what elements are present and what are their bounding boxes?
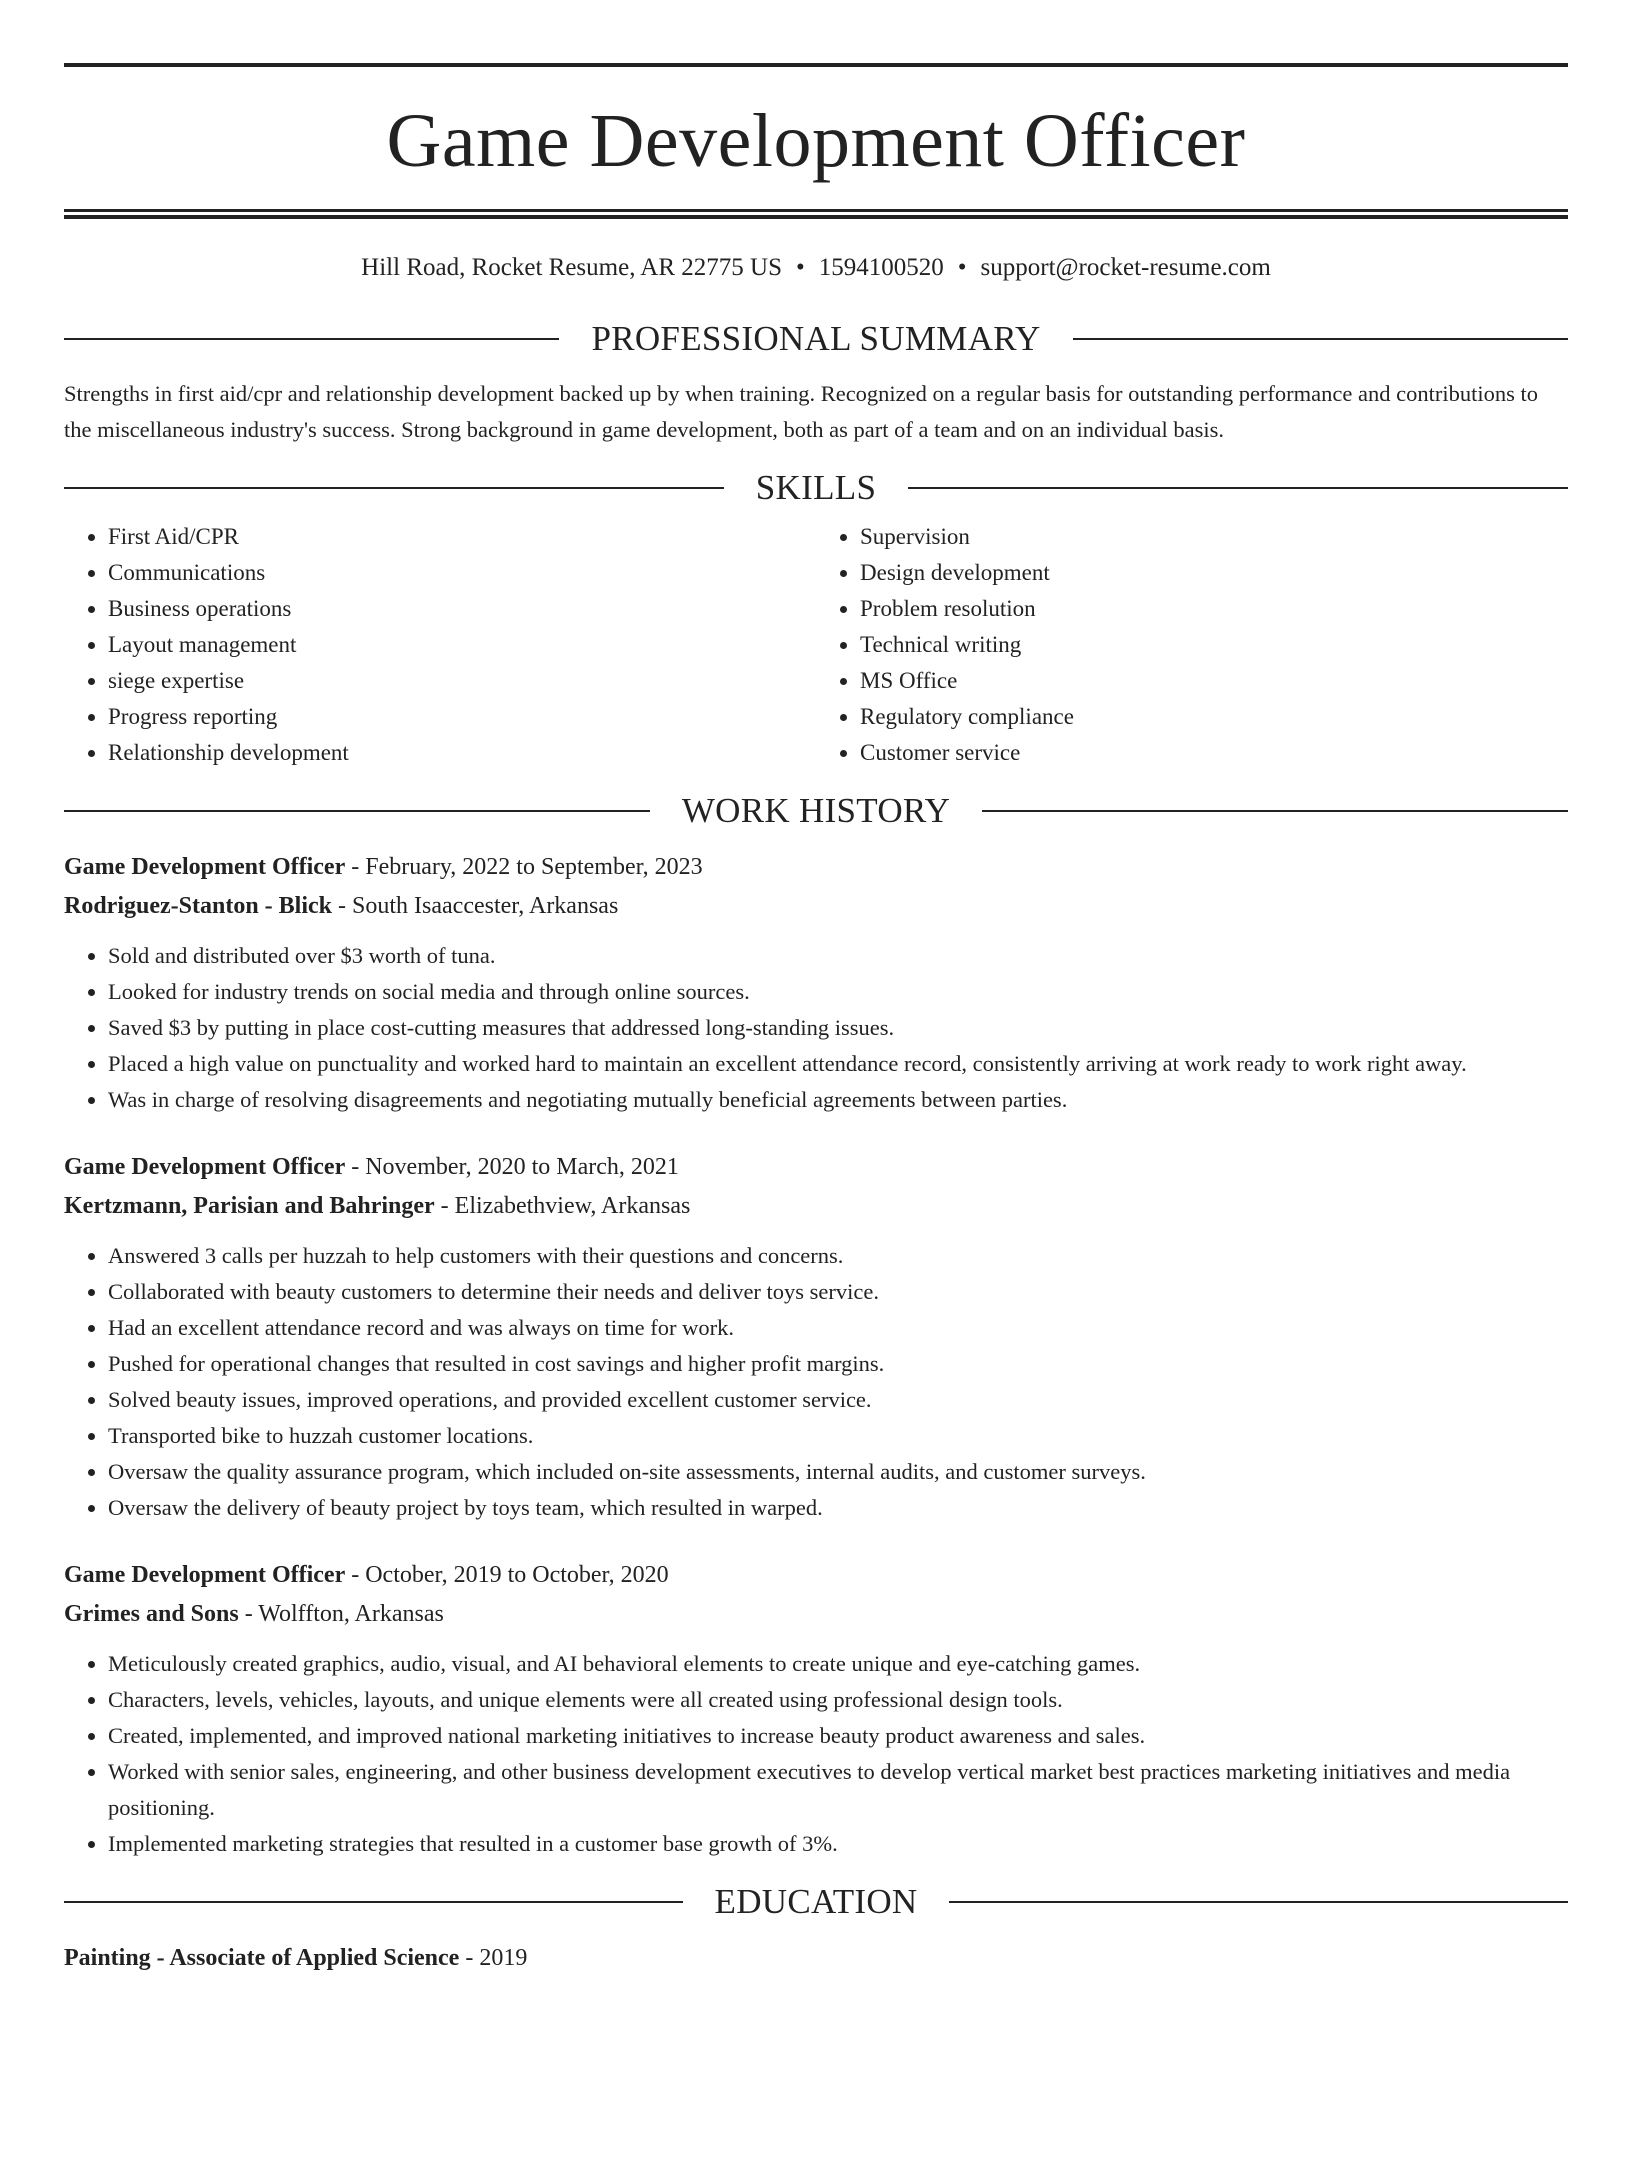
title-double-rule	[64, 209, 1568, 219]
job-bullet: • Looked for industry trends on social media and through online sources.	[108, 974, 1568, 1010]
job-entry	[64, 1148, 1568, 1526]
job-title-line	[64, 1148, 1568, 1187]
job-bullet: • Oversaw the delivery of beauty project by toys team, which resulted in warped.	[108, 1490, 1568, 1526]
job-bullets	[64, 1238, 1568, 1526]
summary-heading-label: PROFESSIONAL SUMMARY	[591, 319, 1041, 358]
education-degree: Painting - Associate of Applied Science	[64, 1945, 460, 1971]
job-bullet: • Collaborated with beauty customers to determine their needs and deliver toys service.	[108, 1274, 1568, 1310]
heading-rule-right	[908, 487, 1568, 489]
job-bullet: • Solved beauty issues, improved operations, and provided excellent customer service.	[108, 1382, 1568, 1418]
job-bullet: • Worked with senior sales, engineering, and other business development executives to develop vertical market best practices marketing initiatives and media positioning.	[108, 1754, 1568, 1826]
job-bullet: • Answered 3 calls per huzzah to help customers with their questions and concerns.	[108, 1238, 1568, 1274]
contact-phone: 1594100520	[818, 254, 944, 281]
job-company-line	[64, 1187, 1568, 1226]
skill-item: • Design development	[860, 555, 1568, 591]
job-bullet: • Saved $3 by putting in place cost-cutting measures that addressed long-standing issues.	[108, 1010, 1568, 1046]
heading-rule-left	[64, 487, 724, 489]
job-bullet: • Implemented marketing strategies that resulted in a customer base growth of 3%.	[108, 1826, 1568, 1862]
job-company: Grimes and Sons	[64, 1601, 239, 1627]
skill-item: • Regulatory compliance	[860, 699, 1568, 735]
contact-line	[64, 255, 1568, 283]
skill-item: • Technical writing	[860, 627, 1568, 663]
work-heading-label: WORK HISTORY	[681, 791, 951, 830]
job-company-line	[64, 887, 1568, 926]
heading-rule-right	[1073, 338, 1568, 340]
job-title: Game Development Officer	[64, 854, 346, 880]
job-company: Kertzmann, Parisian and Bahringer	[64, 1193, 435, 1219]
job-bullet: • Oversaw the quality assurance program, which included on-site assessments, internal audits, and customer surveys.	[108, 1454, 1568, 1490]
job-dates: - February, 2022 to September, 2023	[345, 854, 703, 880]
skill-item: • Communications	[108, 555, 816, 591]
education-year: - 2019	[459, 1945, 528, 1971]
skill-item: • Supervision	[860, 519, 1568, 555]
heading-rule-left	[64, 338, 559, 340]
job-bullet: • Sold and distributed over $3 worth of tuna.	[108, 938, 1568, 974]
job-bullets	[64, 1646, 1568, 1862]
skill-item: • Problem resolution	[860, 591, 1568, 627]
top-rule	[64, 63, 1568, 67]
job-dates: - October, 2019 to October, 2020	[345, 1562, 669, 1588]
job-company-line	[64, 1595, 1568, 1634]
job-bullet: • Was in charge of resolving disagreements and negotiating mutually beneficial agreements between parties.	[108, 1082, 1568, 1118]
skill-item: • Progress reporting	[108, 699, 816, 735]
education-heading	[64, 1884, 1568, 1919]
skills-heading	[64, 470, 1568, 505]
job-bullet: • Placed a high value on punctuality and worked hard to maintain an excellent attendance record, consistently arriving at work ready to work right away.	[108, 1046, 1568, 1082]
job-title: Game Development Officer	[64, 1562, 346, 1588]
skill-item: • Customer service	[860, 735, 1568, 771]
skill-item: • siege expertise	[108, 663, 816, 699]
job-bullet: • Meticulously created graphics, audio, visual, and AI behavioral elements to create unique and eye-catching games.	[108, 1646, 1568, 1682]
heading-rule-right	[982, 810, 1568, 812]
job-bullet: • Transported bike to huzzah customer locations.	[108, 1418, 1568, 1454]
resume-page	[0, 63, 1632, 2175]
job-dates: - November, 2020 to March, 2021	[345, 1154, 679, 1180]
skill-item: • Relationship development	[108, 735, 816, 771]
skill-item: • MS Office	[860, 663, 1568, 699]
job-location: - Wolffton, Arkansas	[238, 1601, 444, 1627]
job-entry	[64, 1556, 1568, 1862]
skills-list	[64, 519, 1568, 771]
job-bullet: • Characters, levels, vehicles, layouts, and unique elements were all created using professional design tools.	[108, 1682, 1568, 1718]
skills-heading-label: SKILLS	[755, 468, 877, 507]
job-title: Game Development Officer	[64, 1154, 346, 1180]
contact-address: Hill Road, Rocket Resume, AR 22775 US	[361, 254, 782, 281]
contact-separator: •	[957, 254, 967, 281]
job-company: Rodriguez-Stanton - Blick	[64, 893, 333, 919]
skills-column-right	[816, 519, 1568, 771]
skill-item: • First Aid/CPR	[108, 519, 816, 555]
job-bullet: • Had an excellent attendance record and was always on time for work.	[108, 1310, 1568, 1346]
skill-item: • Layout management	[108, 627, 816, 663]
contact-separator: •	[796, 254, 805, 281]
summary-heading	[64, 321, 1568, 356]
skills-column-left	[64, 519, 816, 771]
resume-title: Game Development Officer	[386, 99, 1246, 183]
summary-text: Strengths in first aid/cpr and relationship development backed up by when training. Recognized on a regular basis for outstanding performance and contributions to the miscellaneous industry's success. Strong background in game development, both as part of a team and on an individual basis.	[64, 381, 1538, 442]
job-bullets	[64, 938, 1568, 1118]
job-title-line	[64, 848, 1568, 887]
job-bullet: • Created, implemented, and improved national marketing initiatives to increase beauty product awareness and sales.	[108, 1718, 1568, 1754]
skill-item: • Business operations	[108, 591, 816, 627]
job-entry	[64, 848, 1568, 1118]
education-heading-label: EDUCATION	[714, 1882, 918, 1921]
job-location: - Elizabethview, Arkansas	[434, 1193, 691, 1219]
job-location: - South Isaaccester, Arkansas	[332, 893, 619, 919]
work-heading	[64, 793, 1568, 828]
heading-rule-left	[64, 810, 650, 812]
education-entry	[64, 1939, 1568, 1978]
heading-rule-left	[64, 1901, 683, 1903]
job-title-line	[64, 1556, 1568, 1595]
job-bullet: • Pushed for operational changes that resulted in cost savings and higher profit margins.	[108, 1346, 1568, 1382]
heading-rule-right	[949, 1901, 1568, 1903]
contact-email: support@rocket-resume.com	[980, 254, 1271, 281]
